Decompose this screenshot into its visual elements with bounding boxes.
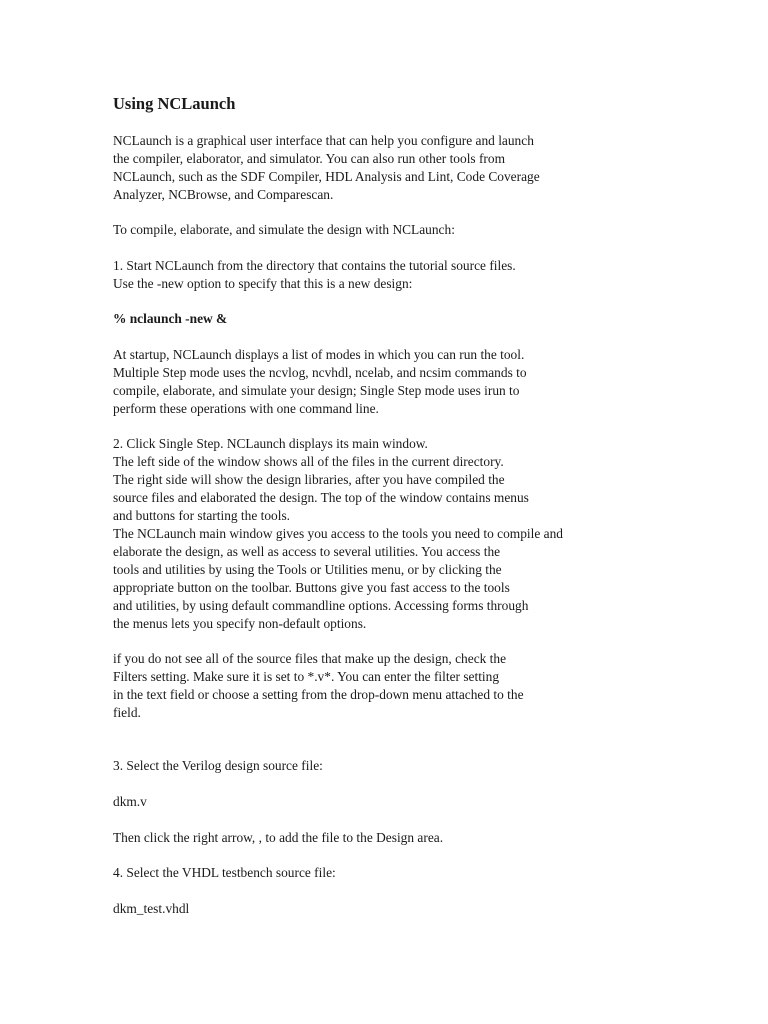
step2-line-6: The NCLaunch main window gives you access to the tools you need to compile and (113, 526, 563, 541)
then-text: Then click the right arrow, , to add the file to the Design area. (113, 830, 444, 845)
startup-line-4: perform these operations with one command line. (113, 401, 379, 416)
file-name-1: dkm.v (113, 794, 147, 809)
filters-line-2: Filters setting. Make sure it is set to *.v*. You can enter the filter setting (113, 669, 500, 684)
step2-line-4: source files and elaborated the design. The top of the window contains menus (113, 490, 529, 505)
step2-line-5: and buttons for starting the tools. (113, 508, 291, 523)
intro-line-3: NCLaunch, such as the SDF Compiler, HDL Analysis and Lint, Code Coverage (113, 169, 540, 184)
file-name-2: dkm_test.vhdl (113, 901, 190, 916)
step2-line-11: the menus lets you specify non-default options. (113, 616, 367, 631)
intro-line-4: Analyzer, NCBrowse, and Comparescan. (113, 187, 334, 202)
startup-line-2: Multiple Step mode uses the ncvlog, ncvhdl, ncelab, and ncsim commands to (113, 365, 527, 380)
step2-line-3: The right side will show the design libraries, after you have compiled the (113, 472, 505, 487)
step2-line-2: The left side of the window shows all of the files in the current directory. (113, 454, 504, 469)
step3-text: 3. Select the Verilog design source file: (113, 758, 323, 773)
step2-line-7: elaborate the design, as well as access to several utilities. You access the (113, 544, 501, 559)
filters-line-3: in the text field or choose a setting from the drop-down menu attached to the (113, 687, 524, 702)
step2-line-1: 2. Click Single Step. NCLaunch displays its main window. (113, 436, 428, 451)
filters-line-4: field. (113, 705, 141, 720)
startup-line-3: compile, elaborate, and simulate your design; Single Step mode uses irun to (113, 383, 520, 398)
step1-line-1: 1. Start NCLaunch from the directory that contains the tutorial source files. (113, 258, 516, 273)
intro-line-1: NCLaunch is a graphical user interface that can help you configure and launch (113, 133, 534, 148)
lead-text: To compile, elaborate, and simulate the design with NCLaunch: (113, 222, 455, 237)
document-title: Using NCLaunch (113, 94, 236, 113)
intro-line-2: the compiler, elaborator, and simulator. You can also run other tools from (113, 151, 506, 166)
startup-line-1: At startup, NCLaunch displays a list of modes in which you can run the tool. (113, 347, 525, 362)
step2-line-10: and utilities, by using default commandline options. Accessing forms through (113, 598, 529, 613)
step4-text: 4. Select the VHDL testbench source file: (113, 865, 336, 880)
step2-line-8: tools and utilities by using the Tools or Utilities menu, or by clicking the (113, 562, 502, 577)
filters-line-1: if you do not see all of the source files that make up the design, check the (113, 651, 507, 666)
step1-line-2: Use the -new option to specify that this is a new design: (113, 276, 413, 291)
step2-line-9: appropriate button on the toolbar. Buttons give you fast access to the tools (113, 580, 510, 595)
command-text: % nclaunch -new & (113, 311, 228, 326)
